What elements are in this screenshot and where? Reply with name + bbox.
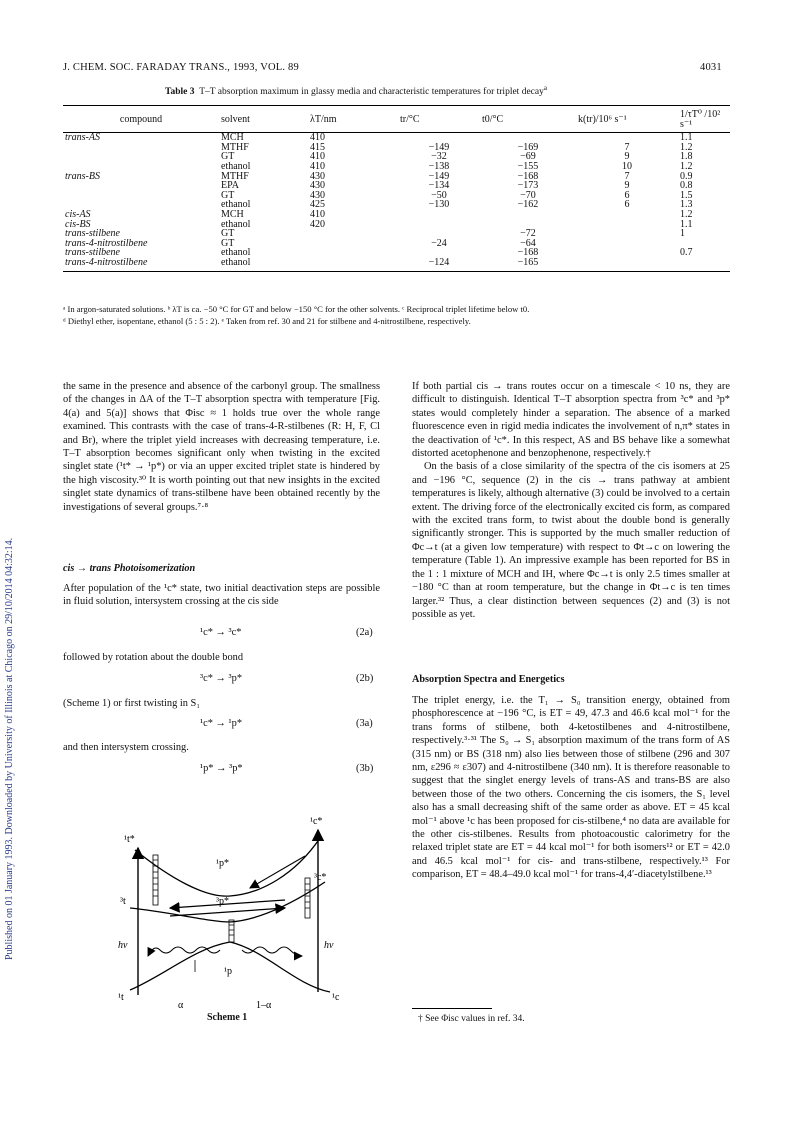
table-cell: 430	[310, 170, 325, 182]
table-cell: 1.3	[680, 199, 693, 211]
table-cell: EPA	[221, 180, 239, 192]
download-notice	[2, 100, 16, 960]
table-cell: trans-4-nitrostilbene	[65, 256, 148, 268]
table-row	[63, 220, 730, 230]
table-cell: −149	[428, 170, 450, 182]
label-3p-star: ³p*	[216, 896, 229, 907]
table-cell: 410	[310, 160, 325, 172]
table-cell: 6	[624, 199, 630, 211]
table-cell: 425	[310, 199, 325, 211]
section-heading-energetics: Absorption Spectra and Energetics	[412, 674, 565, 685]
table-cell	[576, 220, 678, 230]
left-paragraph-3: followed by rotation about the double bond	[63, 652, 244, 663]
table-cell	[63, 143, 219, 153]
table-cell: 1.1	[680, 218, 693, 230]
table-cell: trans-BS	[65, 170, 100, 182]
table-cell	[576, 248, 678, 258]
table-cell	[63, 191, 219, 201]
table-cell: GT	[221, 189, 235, 201]
table-row	[63, 210, 730, 220]
right-paragraph-3: The triplet energy, i.e. the T₁ → S₀ transition energy, obtained from phosphorescence at −196 °C, is ET = 49, 47.3 and 46.6 kcal mol⁻¹ for the trans forms of stilbene, both 4-ketostilbenes and 4-nitrostilbene, respectively.³·³¹ The S₀ → S₁ absorption maximum of the trans form of AS (315 nm) or BS (318 nm) also lies between those of stilbene (296 and 307 nm, ε296 ≈ ε307) and 4-nitrostilbene (340 nm). It is therefore reasonable to suggest that the singlet energy levels of trans-AS and trans-BS are also between those of the two others. Concerning the cis isomers, the S₁ level also has a small decreasing shift of the same order as above. ET = 45 kcal mol⁻¹ above ¹c has been proposed for cis-stilbene,⁴ no data are available for the other cis-stilbenes. Results from photoacoustic calorimetry for the relaxed triplet state are ET = 44 kcal mol⁻¹ for both isomers¹² or ET = 42.0 and 46.5 kcal mol⁻¹ for cis- and trans-stilbene, respectively.¹³ For comparison, ET = 48.4–49.0 kcal mol⁻¹ for trans-4,4′-diacetylstilbene.¹³	[412, 695, 730, 881]
table-cell	[678, 258, 730, 271]
table-cell	[398, 220, 480, 230]
table-cell	[576, 258, 678, 271]
label-1p-star: ¹p*	[216, 858, 229, 869]
equation-2a: ¹c* → ³c*	[200, 627, 242, 638]
isc-center-coil	[229, 920, 234, 942]
equation-3b: ¹p* → ³p*	[200, 763, 243, 774]
table-cell	[308, 239, 398, 249]
table-cell: 0.9	[680, 170, 693, 182]
table-cell: 420	[310, 218, 325, 230]
table-body	[63, 133, 730, 271]
table-cell: 410	[310, 208, 325, 220]
isc-left-coil	[153, 855, 158, 905]
table-cell	[398, 210, 480, 220]
table-row	[63, 248, 730, 258]
table-cell: −162	[517, 199, 539, 211]
left-paragraph-1: the same in the presence and absence of the carbonyl group. The smallness of the changes in ΔA of the T–T absorption spectra with temperature [Fig. 4(a) and 5(a)] shows that Φisc ≈ 1 holds true over the whole range examined. This contrasts with the case of trans-4-R-stilbenes (R: H, F, Cl and Br), where the triplet yield increases with decreasing temperature, i.e. T–T absorption becomes significant only when twisting in the excited singlet state (¹t* → ¹p*) or via an upper excited triplet state is hindered by the high viscosity.³⁰ It is worth pointing out that new insights in the excited singlet state dynamics of trans-stilbene have been obtained recently by the investigations of several groups.⁷·⁸	[63, 381, 380, 513]
table-cell: 415	[310, 141, 325, 153]
table-row	[63, 258, 730, 271]
col-compound: compound	[63, 106, 219, 133]
col-lambda: λT/nm	[308, 106, 398, 133]
table-cell: GT	[221, 237, 235, 249]
left-paragraph-4-wrap	[63, 697, 380, 710]
label-1c: ¹c	[332, 992, 340, 1003]
table-cell: 1.2	[680, 208, 693, 220]
label-3c-star: ³c*	[314, 872, 327, 883]
table-cell: MCH	[221, 208, 244, 220]
table-cell	[576, 210, 678, 220]
table-cell: 410	[310, 151, 325, 163]
table-cell: −138	[428, 160, 450, 172]
table-row	[63, 162, 730, 172]
table-cell: 1.2	[680, 141, 693, 153]
table-cell: ethanol	[221, 247, 251, 259]
table-caption-sup: a	[543, 83, 547, 92]
table-cell: −155	[517, 160, 539, 172]
table-cell: trans-stilbene	[65, 228, 120, 240]
table-cell: 9	[624, 180, 630, 192]
table-cell: −72	[520, 228, 536, 240]
col-t0: t0/°C	[480, 106, 576, 133]
table-cell	[308, 248, 398, 258]
left-column	[63, 380, 380, 514]
table-cell: −168	[517, 247, 539, 259]
table-cell: 1.5	[680, 189, 693, 201]
page-number: 4031	[700, 62, 722, 73]
table-row	[63, 133, 730, 143]
table-cell: trans-4-nitrostilbene	[65, 237, 148, 249]
table-caption-label: Table 3	[165, 87, 195, 97]
table-cell: 0.7	[680, 247, 693, 259]
table-cell: −130	[428, 199, 450, 211]
table-header-row	[63, 106, 730, 133]
table-row	[63, 229, 730, 239]
table-cell: 0.8	[680, 180, 693, 192]
triplet-decay-table	[63, 105, 730, 272]
table-cell: GT	[221, 151, 235, 163]
table-cell: −70	[520, 189, 536, 201]
table-cell	[576, 229, 678, 239]
left-paragraph-2-wrap	[63, 582, 380, 609]
table-cell: trans-AS	[65, 132, 100, 144]
col-inv-tau: 1/τT⁰ /10² s⁻¹	[678, 106, 730, 133]
table-cell: ethanol	[221, 199, 251, 211]
table-cell: trans-stilbene	[65, 247, 120, 259]
table-cell: −24	[431, 237, 447, 249]
table-cell: −173	[517, 180, 539, 192]
download-notice-text: Published on 01 January 1993. Downloaded by University of Illinois at Chicago on 29/10/2014 04:32:14.	[4, 537, 15, 960]
table-cell: −124	[428, 256, 450, 268]
col-solvent: solvent	[219, 106, 308, 133]
table-cell: 7	[624, 170, 630, 182]
col-tr: tr/°C	[398, 106, 480, 133]
table-cell: ethanol	[221, 256, 251, 268]
table-caption-text: T–T absorption maximum in glassy media and characteristic temperatures for triplet decay	[199, 87, 544, 97]
label-1c-star: ¹c*	[310, 816, 323, 827]
table-cell	[63, 152, 219, 162]
table-cell: −32	[431, 151, 447, 163]
right-column	[412, 380, 730, 621]
triplet-arrow-right	[170, 908, 285, 916]
table-cell: 430	[310, 180, 325, 192]
label-1t: ¹t	[118, 992, 124, 1003]
right-column-lower	[412, 694, 730, 882]
right-paragraph-2: On the basis of a close similarity of the spectra of the cis isomers at 25 and −196 °C, sequence (2) in the cis → trans pathway at ambient temperatures is likely, although alternative (3) could be involved to a certain extent. The driving force of the electronically excited cis form, as compared with the excited trans form, to twist about the double bond is generally significantly stronger. This is supported by the much smaller reduction of Φc→t (at a given low temperature) with respect to Φt→c on lowering the temperature (Table 1). An impressive example has been reported for BS in the 1 : 1 mixture of MCH and IH, where Φc→t is only 2.5 times smaller at −180 °C than at room temperature, but the change in Φt→c is ten times larger.³² Thus, a clear distinction between sequences (2) and (3) is not possible as yet.	[412, 461, 730, 620]
table-cell	[308, 258, 398, 271]
left-paragraph-2: After population of the ¹c* state, two initial deactivation steps are possible in fluid solution, intersystem crossing at the cis side	[63, 583, 380, 608]
table-cell: 1.8	[680, 151, 693, 163]
journal-header: J. CHEM. SOC. FARADAY TRANS., 1993, VOL. 89	[63, 62, 299, 73]
right-paragraph-1: If both partial cis → trans routes occur on a timescale < 10 ns, they are difficult to distinguish. Identical T–T absorption spectra from ³c* and ³p* states would completely hinder a separation. The absence of a marked fluorescence even in rigid media indicates the involvement of n,π* states in the deactivation of ¹c*. In this respect, AS and BS behave like a somewhat distorted acetophenone and benzophenone, respectively.†	[412, 381, 730, 460]
s1-twist-arrow	[250, 856, 305, 888]
section-heading-photoisomerization: cis → trans Photoisomerization	[63, 563, 196, 574]
table-cell: −64	[520, 237, 536, 249]
col-k: k(tr)/10⁶ s⁻¹	[576, 106, 678, 133]
table-cell: −169	[517, 141, 539, 153]
left-paragraph-5: and then intersystem crossing.	[63, 742, 189, 753]
table-row	[63, 200, 730, 210]
table-footnote-2: ᵈ Diethyl ether, isopentane, ethanol (5 : 5 : 2). ᵉ Taken from ref. 30 and 21 for stilbene and 4-nitrostilbene, respectively.	[63, 316, 471, 326]
label-hv-right: hν	[324, 940, 334, 951]
footnote-rule	[412, 1008, 492, 1009]
table-cell	[308, 229, 398, 239]
scheme-caption: Scheme 1	[207, 1012, 248, 1023]
table-cell: 1.1	[680, 132, 693, 144]
table-cell	[63, 181, 219, 191]
table-cell: ethanol	[221, 160, 251, 172]
table-cell	[480, 210, 576, 220]
left-paragraph-5-wrap	[63, 741, 380, 754]
table-row	[63, 181, 730, 191]
table-cell: MTHF	[221, 170, 249, 182]
scheme-1-diagram	[110, 800, 360, 1015]
table-cell: 10	[622, 160, 632, 172]
label-hv-left: hν	[118, 940, 128, 951]
table-cell: 6	[624, 189, 630, 201]
table-footnote-1: ᵃ In argon-saturated solutions. ᵇ λT is ca. −50 °C for GT and below −150 °C for the other solvents. ᶜ Reciprocal triplet lifetime below t0.	[63, 304, 530, 314]
equation-3b-number: (3b)	[356, 763, 374, 774]
right-footnote: † See Φisc values in ref. 34.	[418, 1014, 525, 1024]
table-caption	[165, 83, 547, 97]
table-cell: 1.2	[680, 160, 693, 172]
equation-3a: ¹c* → ¹p*	[200, 718, 243, 729]
label-alpha: α	[178, 1000, 184, 1011]
equation-3a-number: (3a)	[356, 718, 373, 729]
table-cell: MTHF	[221, 141, 249, 153]
table-cell: −149	[428, 141, 450, 153]
table-cell: 9	[624, 151, 630, 163]
equation-2b-number: (2b)	[356, 673, 374, 684]
table-cell: cis-BS	[65, 218, 91, 230]
table-cell: GT	[221, 228, 235, 240]
equation-2a-number: (2a)	[356, 627, 373, 638]
table-cell: MCH	[221, 132, 244, 144]
table-cell: 7	[624, 141, 630, 153]
label-1-minus-alpha: 1–α	[256, 1000, 272, 1011]
table-row	[63, 191, 730, 201]
equation-2b: ³c* → ³p*	[200, 673, 243, 684]
left-paragraph-4: (Scheme 1) or first twisting in S₁	[63, 698, 200, 709]
table-cell: 430	[310, 189, 325, 201]
label-1p: ¹p	[224, 966, 232, 977]
table-cell	[576, 239, 678, 249]
table-cell: −165	[517, 256, 539, 268]
relax-wave-right	[242, 947, 302, 956]
label-3t: ³t	[120, 896, 126, 907]
table-cell: 410	[310, 132, 325, 144]
table-cell: −69	[520, 151, 536, 163]
table-cell: cis-AS	[65, 208, 91, 220]
label-1t-star: ¹t*	[124, 834, 135, 845]
table-row	[63, 143, 730, 153]
table-cell: −134	[428, 180, 450, 192]
left-paragraph-3-wrap	[63, 651, 380, 664]
table-cell: −168	[517, 170, 539, 182]
table-row	[63, 172, 730, 182]
table-cell: −50	[431, 189, 447, 201]
table-cell: 1	[680, 228, 685, 240]
table-cell: ethanol	[221, 218, 251, 230]
table-row	[63, 239, 730, 249]
